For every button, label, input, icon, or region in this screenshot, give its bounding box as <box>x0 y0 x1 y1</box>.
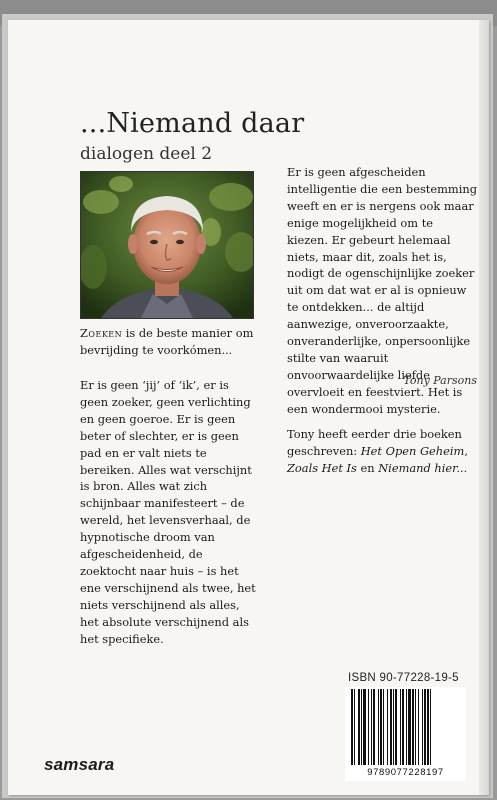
book-title-2: Zoals Het Is <box>287 460 357 475</box>
book-title-1: Het Open Geheim <box>360 443 465 458</box>
book-title-3: Niemand hier... <box>378 460 468 475</box>
book-title: ...Niemand daar <box>80 108 305 139</box>
author-photo <box>80 171 254 319</box>
quote-signature: Tony Parsons <box>403 374 477 387</box>
cover-edge <box>479 20 489 795</box>
intro-lead-word: Zoeken <box>80 326 123 340</box>
book-subtitle: dialogen deel 2 <box>80 144 213 164</box>
isbn-label: ISBN 90-77228-19-5 <box>348 672 459 684</box>
books-intro: Tony heeft eerder drie boeken geschreven: <box>287 427 462 458</box>
books-separator-2: en <box>356 460 379 475</box>
body-paragraph: Er is geen ‘jij’ of ‘ik’, er is geen zoeker, geen verlichting en geen goeroe. Er is geen beter of slechter, er is geen pad en er valt niets te bereiken. Alles wat verschijnt is bron. Alles wat zich schijnbaar manifesteert – de wereld, het levensverhaal, de hypnotische droom van afgescheidenheid, de zoektocht naar huis – is het ene verschijnend als twee, het niets verschijnend als alles, het absolute verschijnend als het specifieke. <box>80 378 256 646</box>
publisher-logo: samsara <box>44 755 115 774</box>
book-back-cover <box>8 20 489 795</box>
quote-paragraph: Er is geen afgescheiden intelligentie die een bestemming weeft en er is nergens ook maar enige mogelijkheid om te kiezen. Er gebeurt helemaal niets, maar dit, zoals het is, nodigt de ogenschijnlijke zoeker uit om dat wat er al is opnieuw te ontdekken... de altijd aanwezige, onveroorzaakte, onveranderlijke, onpersoonlijke stilte van waaruit onvoorwaardelijke liefde overvloeit en feestviert. Het is een wondermooi mysterie. <box>287 165 477 416</box>
books-separator-1: , <box>464 443 468 458</box>
author-portrait-image <box>81 172 253 318</box>
barcode-number: 9789077228197 <box>367 767 444 778</box>
intro-text: is de beste manier om bevrijding te voorkómen... <box>80 326 254 357</box>
previous-books-paragraph <box>287 426 477 477</box>
barcode <box>345 687 466 781</box>
intro-paragraph <box>80 325 260 359</box>
barcode-bars <box>349 689 462 767</box>
